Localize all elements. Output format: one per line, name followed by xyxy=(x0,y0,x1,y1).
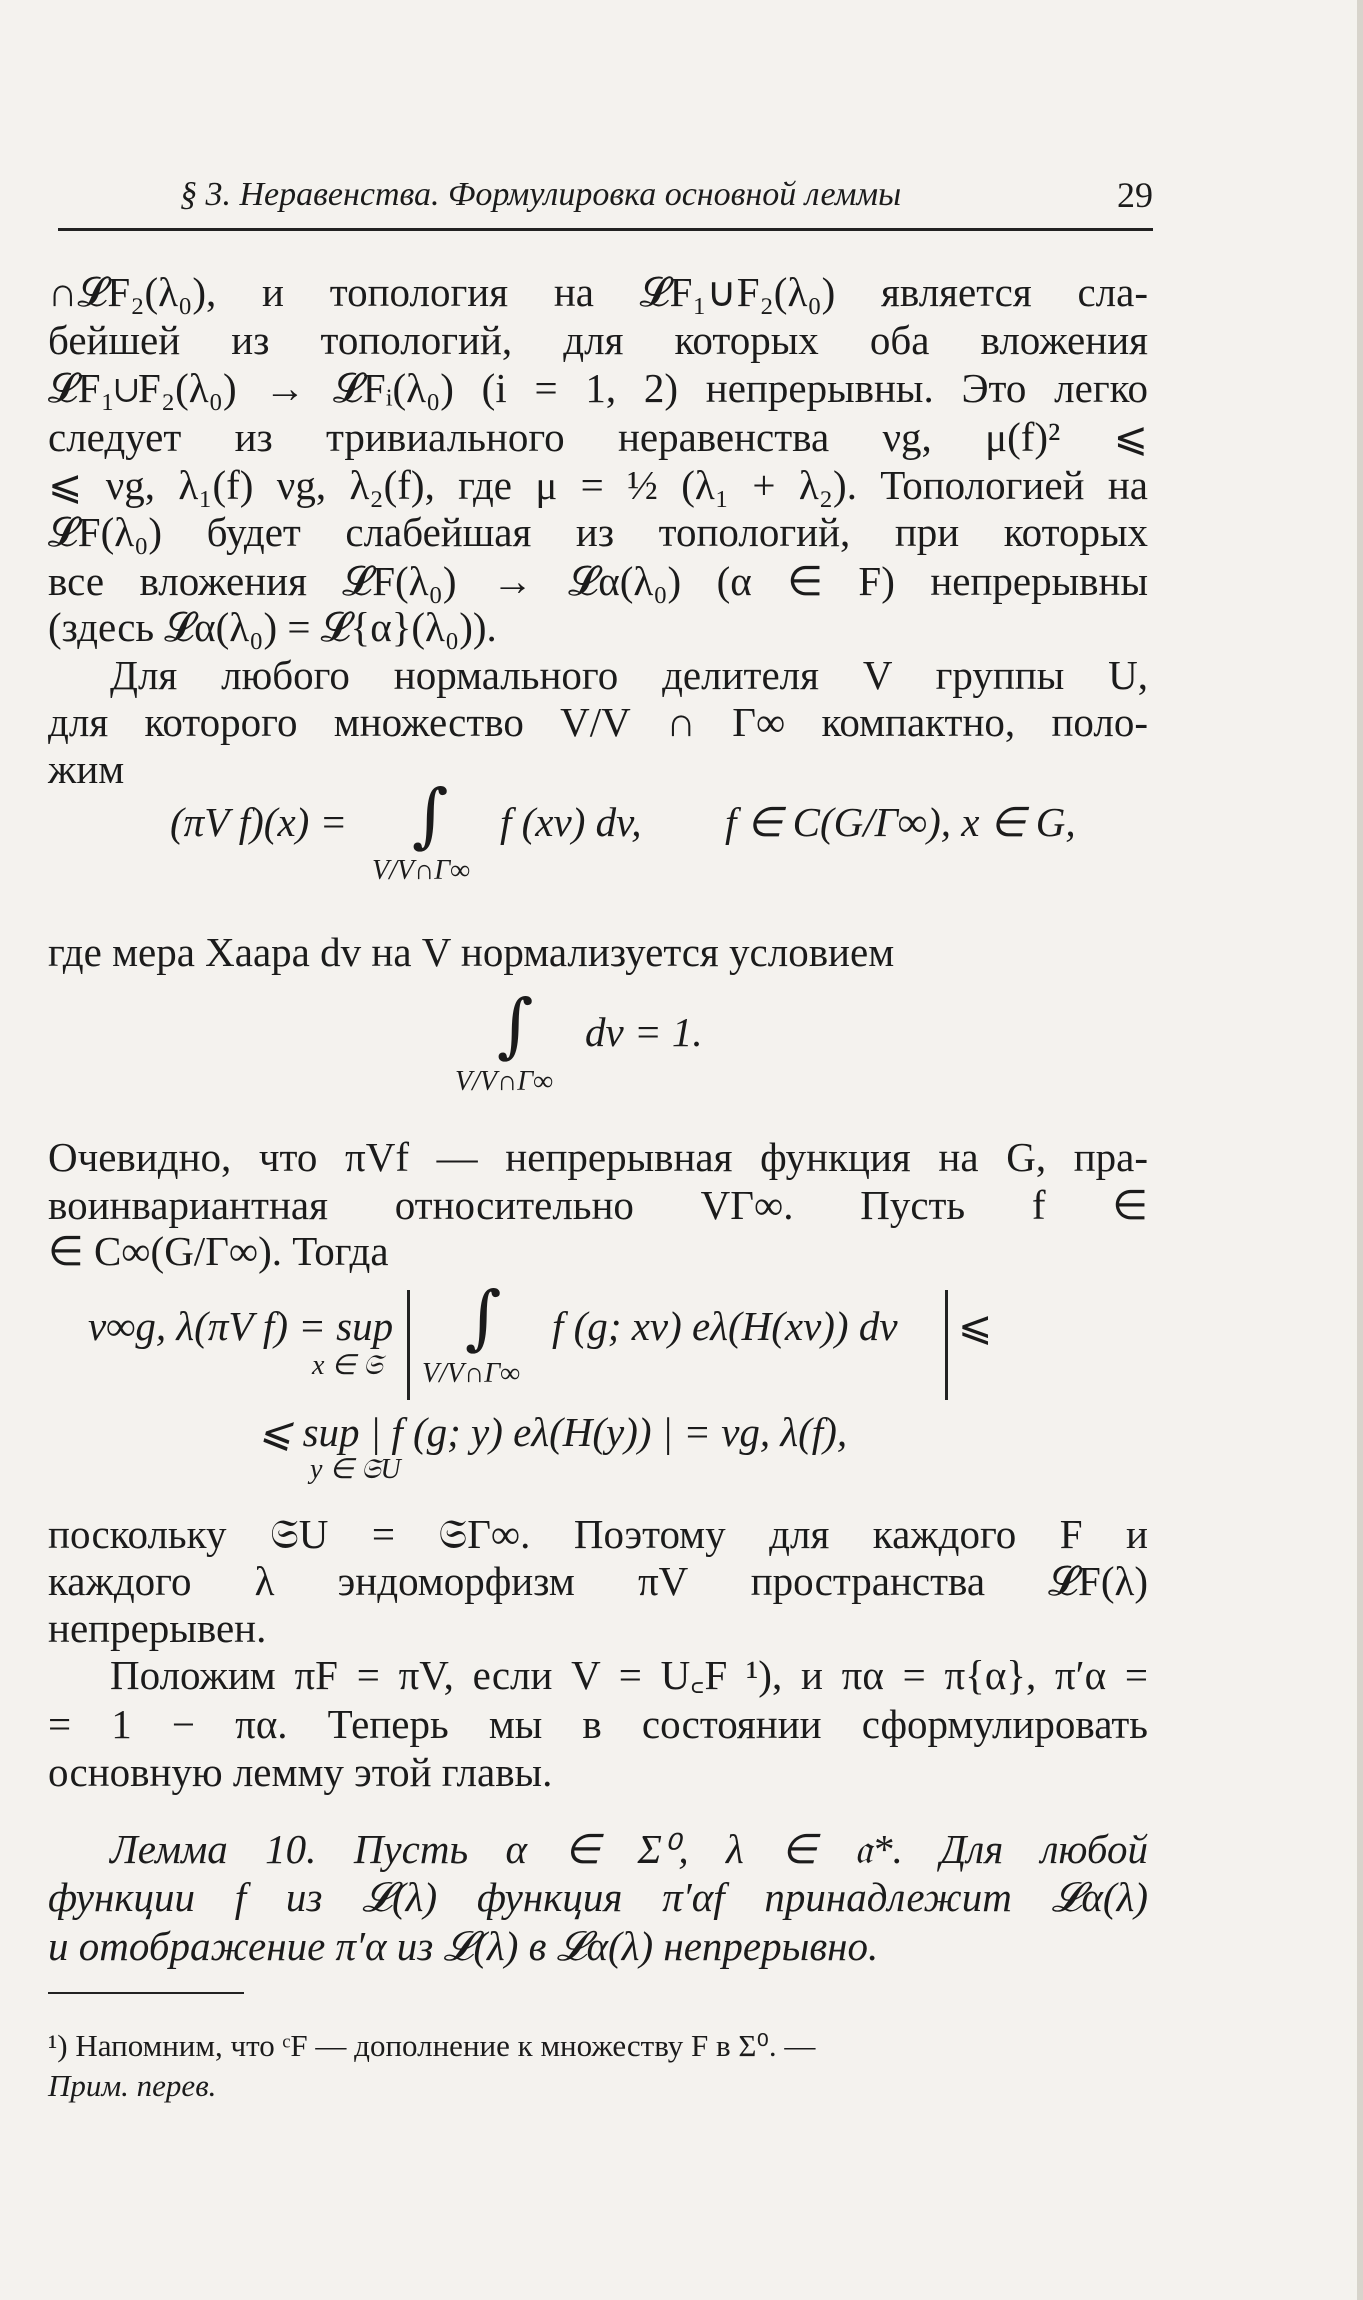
sup-domain: x ∈ 𝔖 xyxy=(312,1350,383,1381)
text-line: ∩𝓛F₂(λ₀), и топология на 𝓛F₁∪F₂(λ₀) является сла- xyxy=(48,269,1148,315)
integral-sign: ∫ xyxy=(497,984,534,1066)
formula-condition: f ∈ C(G/Γ∞), x ∈ G, xyxy=(725,799,1076,845)
text-line: бейшей из топологий, для которых оба вложения xyxy=(48,317,1148,363)
running-header xyxy=(58,168,1153,231)
formula-lhs: ν∞g, λ(πV f) = sup xyxy=(88,1303,394,1349)
text-line: ∈ C∞(G/Γ∞). Тогда xyxy=(48,1228,389,1274)
abs-bar-right xyxy=(945,1290,948,1400)
formula-lhs: (πV f)(x) = xyxy=(170,799,348,845)
integral-domain: V/V∩Γ∞ xyxy=(422,1358,521,1389)
text-line: воинвариантная относительно VΓ∞. Пусть f ∈ xyxy=(48,1182,1148,1228)
abs-bar-left xyxy=(407,1290,410,1400)
text-line: поскольку 𝔖U = 𝔖Γ∞. Поэтому для каждого F и xyxy=(48,1511,1148,1557)
sup-domain: y ∈ 𝔖U xyxy=(310,1454,401,1485)
text-line: Положим πF = πV, если V = U꜀F ¹), и πα = π{α}, π′α = xyxy=(110,1652,1148,1698)
text-line: следует из тривиального неравенства νg, μ(f)² ⩽ xyxy=(48,414,1148,460)
text-line: каждого λ эндоморфизм πV пространства 𝓛F(λ) xyxy=(48,1558,1148,1604)
page-edge xyxy=(1357,0,1363,2300)
text-line: для которого множество V/V ∩ Γ∞ компактно, поло- xyxy=(48,699,1148,745)
footnote-line: ¹) Напомним, что ᶜF — дополнение к множеству F в Σ⁰. — xyxy=(48,2028,816,2063)
text-line: непрерывен. xyxy=(48,1605,267,1651)
text-line: ⩽ νg, λ₁(f) νg, λ₂(f), где μ = ½ (λ₁ + λ₂). Топологией на xyxy=(48,462,1148,508)
footnote-rule xyxy=(48,1992,244,1994)
formula-integrand: dv = 1. xyxy=(585,1009,703,1055)
page-number: 29 xyxy=(1117,175,1153,215)
integral-domain: V/V∩Γ∞ xyxy=(372,855,471,886)
text-line: жим xyxy=(48,746,125,792)
text-line: где мера Хаара dv на V нормализуется условием xyxy=(48,929,895,975)
lemma-line: и отображение π′α из 𝓛(λ) в 𝓛α(λ) непрерывно. xyxy=(48,1923,879,1969)
text-line: = 1 − πα. Теперь мы в состоянии сформулировать xyxy=(48,1701,1148,1747)
formula-integrand: f (g; xv) eλ(H(xv)) dv xyxy=(552,1303,898,1349)
formula-line2: ⩽ sup | f (g; y) eλ(H(y)) | = νg, λ(f), xyxy=(258,1409,848,1455)
text-line: Для любого нормального делителя V группы U, xyxy=(110,652,1148,698)
text-line: Очевидно, что πVf — непрерывная функция на G, пра- xyxy=(48,1134,1148,1180)
text-line: (здесь 𝓛α(λ₀) = 𝓛{α}(λ₀)). xyxy=(48,604,497,650)
integral-domain: V/V∩Γ∞ xyxy=(455,1066,554,1097)
section-title: § 3. Неравенства. Формулировка основной леммы xyxy=(180,176,902,213)
formula-integrand: f (xv) dv, xyxy=(500,799,642,845)
text-line: 𝓛F(λ₀) будет слабейшая из топологий, при которых xyxy=(48,509,1148,555)
inequality-sign: ⩽ xyxy=(958,1303,993,1349)
text-line: все вложения 𝓛F(λ₀) → 𝓛α(λ₀) (α ∈ F) непрерывны xyxy=(48,558,1148,604)
lemma-line: функции f из 𝓛(λ) функция π′αf принадлежит 𝓛α(λ) xyxy=(48,1874,1148,1920)
lemma-line: Лемма 10. Пусть α ∈ Σ⁰, λ ∈ 𝔞*. Для любой xyxy=(110,1826,1148,1872)
text-line: 𝓛F₁∪F₂(λ₀) → 𝓛Fᵢ(λ₀) (i = 1, 2) непрерывны. Это легко xyxy=(48,365,1148,411)
integral-sign: ∫ xyxy=(412,774,449,856)
integral-sign: ∫ xyxy=(465,1276,502,1358)
text-line: основную лемму этой главы. xyxy=(48,1749,553,1795)
footnote-line: Прим. перев. xyxy=(48,2068,217,2103)
